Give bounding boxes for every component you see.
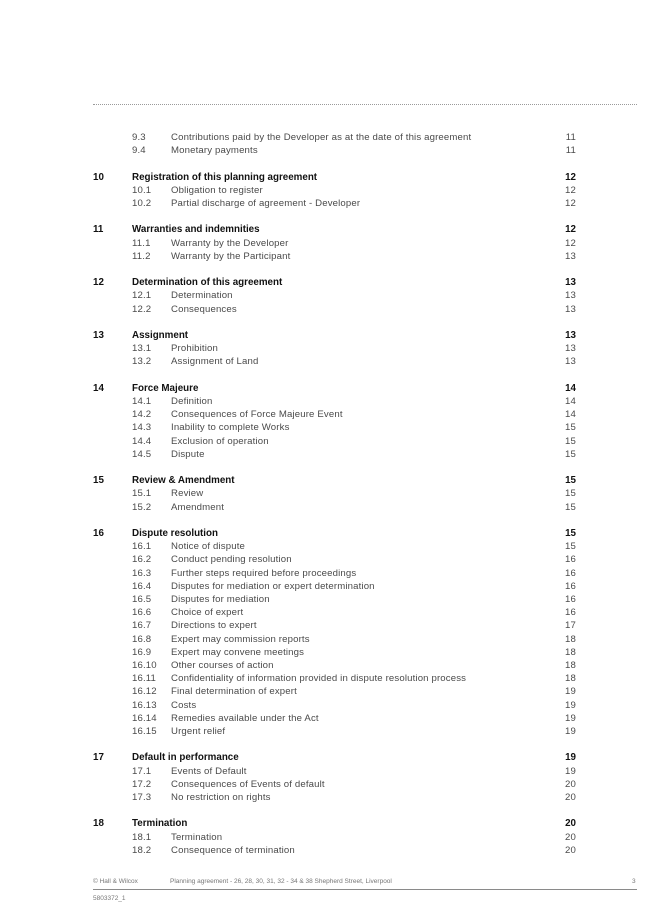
toc-item-row xyxy=(0,289,653,302)
toc-page-number: 15 xyxy=(565,541,576,553)
toc-item-row xyxy=(0,144,653,157)
toc-page-number: 13 xyxy=(565,343,576,355)
toc-item-row xyxy=(0,791,653,804)
toc-item-number: 16.6 xyxy=(132,607,152,619)
toc-item-title: Inability to complete Works xyxy=(171,422,290,434)
toc-item-number: 16.2 xyxy=(132,554,152,566)
toc-item-row xyxy=(0,435,653,448)
toc-item-title: Exclusion of operation xyxy=(171,435,269,447)
toc-item-title: Consequence of termination xyxy=(171,844,295,856)
toc-page-number: 15 xyxy=(565,422,576,434)
toc-item-title: Assignment of Land xyxy=(171,356,259,368)
toc-section-row xyxy=(0,527,653,540)
toc-section-row xyxy=(0,171,653,184)
toc-page-number: 13 xyxy=(565,356,576,368)
toc-section-number: 14 xyxy=(93,382,104,394)
toc-item-number: 12.1 xyxy=(132,290,152,302)
toc-item-number: 16.15 xyxy=(132,726,157,737)
toc-page-number: 18 xyxy=(565,673,576,685)
toc-page-number: 12 xyxy=(565,171,576,183)
toc-item-title: Determination xyxy=(171,290,233,302)
toc-item-title: Costs xyxy=(171,699,197,711)
toc-item-row xyxy=(0,355,653,368)
toc-item-title: Warranty by the Developer xyxy=(171,237,289,249)
toc-item-number: 16.11 xyxy=(132,673,157,685)
toc-page-number: 15 xyxy=(565,448,576,460)
toc-section-title: Dispute resolution xyxy=(132,528,219,539)
toc-item-number: 13.2 xyxy=(132,356,152,368)
toc-section-row xyxy=(0,817,653,830)
toc-section-row xyxy=(0,751,653,764)
toc-item-number: 16.14 xyxy=(132,712,157,724)
toc-item-title: Final determination of expert xyxy=(171,686,297,698)
toc-item-row xyxy=(0,725,653,738)
toc-item-row xyxy=(0,448,653,461)
footer-copyright: © Hall & Wilcox xyxy=(93,878,138,885)
toc-item-row xyxy=(0,831,653,844)
toc-item-row xyxy=(0,184,653,197)
toc-item-row xyxy=(0,672,653,685)
toc-item-title: Other courses of action xyxy=(171,660,274,671)
toc-item-number: 16.8 xyxy=(132,633,152,645)
toc-section-number: 16 xyxy=(93,528,104,539)
toc-page-number: 16 xyxy=(565,580,576,592)
toc-item-row xyxy=(0,712,653,725)
toc-item-number: 15.1 xyxy=(132,488,152,500)
toc-item-number: 15.2 xyxy=(132,501,152,513)
toc-item-row xyxy=(0,619,653,632)
toc-page-number: 16 xyxy=(565,607,576,619)
toc-page-number: 19 xyxy=(565,726,576,737)
toc-page-number: 18 xyxy=(565,633,576,645)
toc-page-number: 13 xyxy=(565,330,576,341)
toc-item-title: Definition xyxy=(171,396,213,407)
toc-page-number: 20 xyxy=(565,792,576,803)
toc-item-number: 18.2 xyxy=(132,844,152,856)
toc-item-row xyxy=(0,844,653,857)
toc-item-number: 12.2 xyxy=(132,303,152,315)
toc-page-number: 15 xyxy=(565,501,576,513)
toc-item-title: Disputes for mediation or expert determination xyxy=(171,580,375,592)
toc-item-row xyxy=(0,567,653,580)
toc-item-title: Consequences of Events of default xyxy=(171,778,325,790)
toc-item-row xyxy=(0,593,653,606)
toc-section-title: Review & Amendment xyxy=(132,475,235,487)
toc-item-number: 16.7 xyxy=(132,620,152,632)
toc-section-row xyxy=(0,329,653,342)
toc-page-number: 15 xyxy=(565,488,576,500)
toc-item-row xyxy=(0,421,653,434)
toc-page-number: 13 xyxy=(565,303,576,315)
toc-item-title: Consequences of Force Majeure Event xyxy=(171,409,343,421)
toc-item-row xyxy=(0,633,653,646)
toc-item-row xyxy=(0,699,653,712)
toc-section-row xyxy=(0,223,653,236)
toc-item-number: 16.10 xyxy=(132,660,157,671)
toc-item-number: 17.1 xyxy=(132,765,152,777)
toc-page-number: 19 xyxy=(565,699,576,711)
toc-section-number: 10 xyxy=(93,171,104,183)
toc-item-number: 18.1 xyxy=(132,831,152,843)
toc-page-number: 18 xyxy=(565,646,576,658)
toc-page-number: 19 xyxy=(565,765,576,777)
toc-item-row xyxy=(0,765,653,778)
toc-page-number: 15 xyxy=(565,475,576,487)
toc-item-row xyxy=(0,131,653,144)
toc-page-number: 11 xyxy=(565,145,576,157)
toc-page-number: 17 xyxy=(565,620,576,632)
toc-item-row xyxy=(0,778,653,791)
toc-item-title: Disputes for mediation xyxy=(171,594,270,605)
toc-item-number: 17.2 xyxy=(132,778,152,790)
toc-page-number: 15 xyxy=(565,528,576,539)
toc-item-row xyxy=(0,685,653,698)
toc-item-title: Obligation to register xyxy=(171,184,263,196)
toc-item-row xyxy=(0,553,653,566)
toc-item-title: Monetary payments xyxy=(171,145,258,157)
toc-item-title: Prohibition xyxy=(171,343,218,355)
toc-page-number: 12 xyxy=(565,198,576,209)
toc-item-title: Events of Default xyxy=(171,765,247,777)
toc-page-number: 12 xyxy=(565,224,576,236)
toc-item-number: 14.2 xyxy=(132,409,152,421)
toc-item-row xyxy=(0,646,653,659)
toc-item-title: No restriction on rights xyxy=(171,792,271,803)
toc-item-title: Dispute xyxy=(171,448,205,460)
toc-item-row xyxy=(0,606,653,619)
toc-item-number: 16.13 xyxy=(132,699,157,711)
toc-page-number: 14 xyxy=(565,409,576,421)
toc-section-title: Warranties and indemnities xyxy=(132,224,260,236)
toc-item-number: 9.3 xyxy=(132,132,146,143)
toc-section-number: 13 xyxy=(93,330,104,341)
toc-item-title: Directions to expert xyxy=(171,620,257,632)
toc-item-title: Conduct pending resolution xyxy=(171,554,292,566)
toc-page-number: 19 xyxy=(565,712,576,724)
toc-item-row xyxy=(0,659,653,672)
toc-section-title: Registration of this planning agreement xyxy=(132,171,318,183)
toc-item-title: Review xyxy=(171,488,204,500)
toc-section-number: 11 xyxy=(93,224,104,236)
toc-item-row xyxy=(0,487,653,500)
toc-item-number: 11.2 xyxy=(132,250,151,262)
toc-item-title: Consequences xyxy=(171,303,237,315)
toc-item-title: Choice of expert xyxy=(171,607,244,619)
toc-page-number: 11 xyxy=(565,132,576,143)
toc-item-row xyxy=(0,501,653,514)
toc-item-row xyxy=(0,342,653,355)
toc-section-number: 18 xyxy=(93,818,104,830)
toc-page-number: 20 xyxy=(565,844,576,856)
toc-section-title: Assignment xyxy=(132,330,189,341)
toc-item-number: 14.5 xyxy=(132,448,152,460)
toc-item-number: 16.5 xyxy=(132,594,152,605)
toc-section-title: Determination of this agreement xyxy=(132,277,283,289)
toc-item-row xyxy=(0,237,653,250)
toc-item-number: 17.3 xyxy=(132,792,152,803)
toc-page-number: 18 xyxy=(565,660,576,671)
toc-item-number: 14.3 xyxy=(132,422,152,434)
toc-page-number: 20 xyxy=(565,778,576,790)
toc-item-number: 16.4 xyxy=(132,580,152,592)
toc-item-title: Partial discharge of agreement - Developer xyxy=(171,198,361,209)
toc-page-number: 13 xyxy=(565,290,576,302)
toc-item-row xyxy=(0,250,653,263)
toc-item-number: 14.1 xyxy=(132,396,152,407)
toc-item-title: Expert may commission reports xyxy=(171,633,310,645)
toc-page-number: 12 xyxy=(565,184,576,196)
toc-page-number: 19 xyxy=(565,686,576,698)
document-reference: 5803372_1 xyxy=(93,895,126,902)
toc-page-number: 15 xyxy=(565,435,576,447)
toc-section-number: 12 xyxy=(93,277,104,289)
toc-item-number: 16.1 xyxy=(132,541,152,553)
toc-item-title: Expert may convene meetings xyxy=(171,646,305,658)
toc-page-number: 12 xyxy=(565,237,576,249)
toc-item-title: Urgent relief xyxy=(171,726,226,737)
toc-section-row xyxy=(0,382,653,395)
toc-item-number: 16.9 xyxy=(132,646,152,658)
toc-item-title: Further steps required before proceedings xyxy=(171,567,357,579)
toc-item-number: 16.12 xyxy=(132,686,157,698)
toc-page-number: 13 xyxy=(565,277,576,289)
toc-section-row xyxy=(0,276,653,289)
toc-page-number: 20 xyxy=(565,818,576,830)
toc-page-number: 13 xyxy=(565,250,576,262)
toc-item-row xyxy=(0,408,653,421)
footer-description: Planning agreement - 26, 28, 30, 31, 32 - 34 & 38 Shepherd Street, Liverpool xyxy=(170,878,392,885)
toc-page-number: 16 xyxy=(565,594,576,605)
toc-item-number: 10.2 xyxy=(132,198,152,209)
toc-page-number: 19 xyxy=(565,752,576,764)
toc-section-number: 17 xyxy=(93,752,104,764)
toc-item-number: 14.4 xyxy=(132,435,152,447)
toc-item-number: 13.1 xyxy=(132,343,152,355)
toc-item-title: Warranty by the Participant xyxy=(171,250,291,262)
toc-item-title: Confidentiality of information provided in dispute resolution process xyxy=(171,673,467,685)
toc-item-row xyxy=(0,197,653,210)
toc-item-title: Termination xyxy=(171,831,223,843)
toc-section-title: Force Majeure xyxy=(132,382,199,394)
header-rule xyxy=(93,104,637,105)
toc-page-number: 16 xyxy=(565,567,576,579)
toc-item-title: Contributions paid by the Developer as at the date of this agreement xyxy=(171,132,472,143)
page-footer xyxy=(0,877,653,887)
toc-item-title: Amendment xyxy=(171,501,225,513)
footer-page-number: 3 xyxy=(632,878,636,885)
footer-rule xyxy=(93,889,637,890)
toc-item-number: 16.3 xyxy=(132,567,152,579)
toc-item-number: 11.1 xyxy=(132,237,151,249)
toc-section-number: 15 xyxy=(93,475,104,487)
toc-item-title: Remedies available under the Act xyxy=(171,712,319,724)
toc-item-number: 9.4 xyxy=(132,145,146,157)
toc-item-row xyxy=(0,580,653,593)
toc-item-row xyxy=(0,303,653,316)
toc-item-row xyxy=(0,395,653,408)
toc-item-title: Notice of dispute xyxy=(171,541,246,553)
toc-section-title: Termination xyxy=(132,818,188,830)
toc-page-number: 20 xyxy=(565,831,576,843)
toc-page-number: 14 xyxy=(565,382,576,394)
toc-section-row xyxy=(0,474,653,487)
toc-section-title: Default in performance xyxy=(132,752,239,764)
toc-item-number: 10.1 xyxy=(132,184,152,196)
toc-page-number: 16 xyxy=(565,554,576,566)
toc-page-number: 14 xyxy=(565,396,576,407)
toc-item-row xyxy=(0,540,653,553)
